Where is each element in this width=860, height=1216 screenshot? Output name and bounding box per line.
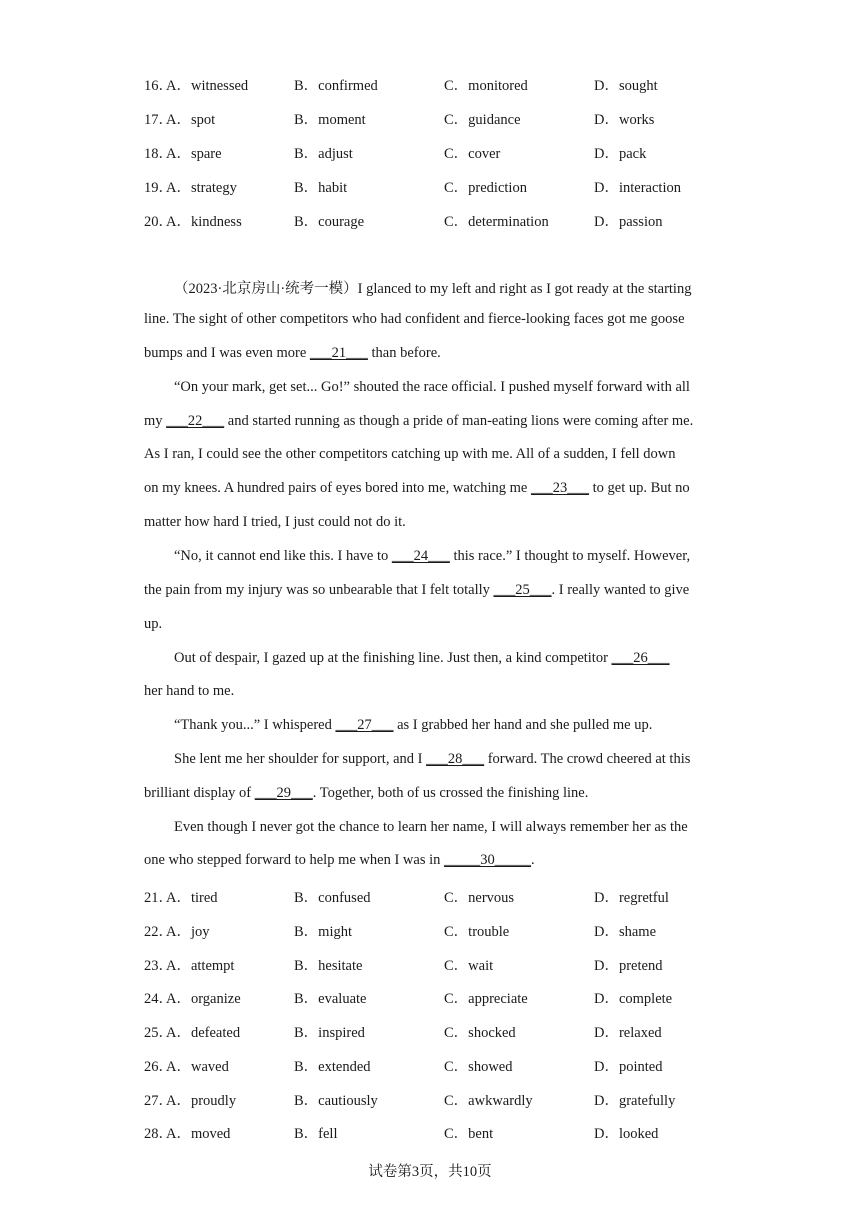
passage-line: Out of despair, I gazed up at the finishing line. Just then, a kind competitor ___26___	[174, 650, 670, 666]
passage-line: “No, it cannot end like this. I have to ___24___ this race.” I thought to myself. However,	[174, 548, 691, 564]
option-d: D．pack	[594, 146, 647, 162]
question-options-28	[144, 1122, 764, 1144]
option-d: D．interaction	[594, 180, 681, 196]
question-number: 17．	[144, 112, 173, 128]
passage-line: the pain from my injury was so unbearable that I felt totally ___25___. I really wanted to give	[144, 582, 690, 598]
blank-22: ___22___	[166, 413, 225, 429]
question-options-26	[144, 1055, 764, 1077]
question-options-18	[144, 142, 764, 164]
passage-line: She lent me her shoulder for support, and I ___28___ forward. The crowd cheered at this	[174, 751, 691, 767]
question-number: 22．	[144, 924, 173, 940]
question-options-22	[144, 920, 764, 942]
passage-line: up.	[144, 616, 163, 632]
passage-line: matter how hard I tried, I just could not do it.	[144, 514, 406, 530]
option-d: D．passion	[594, 214, 663, 230]
passage-line: her hand to me.	[144, 683, 235, 699]
passage-line: （2023·北京房山·统考一模）I glanced to my left and right as I got ready at the starting	[174, 281, 692, 297]
question-options-23	[144, 954, 764, 976]
page-footer: 试卷第3页，共10页	[368, 1164, 492, 1180]
option-c: C．shocked	[444, 1025, 516, 1041]
option-a: A．witnessed	[166, 78, 249, 94]
option-c: C．guidance	[444, 112, 521, 128]
option-b: B．cautiously	[294, 1093, 378, 1109]
option-b: B．evaluate	[294, 991, 367, 1007]
passage-line: Even though I never got the chance to learn her name, I will always remember her as the	[174, 819, 688, 835]
option-b: B．confused	[294, 890, 371, 906]
option-d: D．gratefully	[594, 1093, 676, 1109]
blank-25: ___25___	[493, 582, 552, 598]
option-d: D．works	[594, 112, 655, 128]
option-b: B．adjust	[294, 146, 353, 162]
question-options-16	[144, 74, 764, 96]
option-b: B．confirmed	[294, 78, 378, 94]
option-a: A．defeated	[166, 1025, 241, 1041]
passage-line: my ___22___ and started running as though a pride of man-eating lions were coming after me.	[144, 413, 694, 429]
option-b: B．moment	[294, 112, 366, 128]
passage-line: bumps and I was even more ___21___ than before.	[144, 345, 441, 361]
question-number: 28．	[144, 1126, 173, 1142]
option-a: A．kindness	[166, 214, 242, 230]
question-number: 19．	[144, 180, 173, 196]
option-c: C．appreciate	[444, 991, 528, 1007]
option-c: C．bent	[444, 1126, 494, 1142]
question-options-19	[144, 176, 764, 198]
blank-26: ___26___	[611, 650, 670, 666]
option-a: A．joy	[166, 924, 210, 940]
question-number: 24．	[144, 991, 173, 1007]
option-a: A．proudly	[166, 1093, 237, 1109]
question-options-25	[144, 1021, 764, 1043]
option-c: C．showed	[444, 1059, 513, 1075]
option-c: C．trouble	[444, 924, 510, 940]
question-number: 26．	[144, 1059, 173, 1075]
question-options-21	[144, 886, 764, 908]
question-number: 23．	[144, 958, 173, 974]
blank-27: ___27___	[335, 717, 394, 733]
option-d: D．looked	[594, 1126, 659, 1142]
option-a: A．attempt	[166, 958, 235, 974]
question-options-24	[144, 987, 764, 1009]
passage-line: “On your mark, get set... Go!” shouted the race official. I pushed myself forward with all	[174, 379, 690, 395]
option-a: A．organize	[166, 991, 241, 1007]
option-b: B．might	[294, 924, 353, 940]
question-number: 27．	[144, 1093, 173, 1109]
option-b: B．fell	[294, 1126, 338, 1142]
question-number: 25．	[144, 1025, 173, 1041]
option-b: B．hesitate	[294, 958, 363, 974]
option-c: C．cover	[444, 146, 501, 162]
question-options-27	[144, 1089, 764, 1111]
option-a: A．tired	[166, 890, 218, 906]
blank-23: ___23___	[530, 480, 589, 496]
option-a: A．spare	[166, 146, 222, 162]
option-b: B．extended	[294, 1059, 371, 1075]
option-d: D．complete	[594, 991, 673, 1007]
option-a: A．strategy	[166, 180, 237, 196]
passage-line: brilliant display of ___29___. Together, both of us crossed the finishing line.	[144, 785, 589, 801]
passage-line: As I ran, I could see the other competitors catching up with me. All of a sudden, I fell down	[144, 446, 676, 462]
question-number: 20．	[144, 214, 173, 230]
question-options-20	[144, 210, 764, 232]
blank-30: _____30_____	[444, 852, 531, 868]
option-d: D．pointed	[594, 1059, 663, 1075]
option-c: C．monitored	[444, 78, 528, 94]
question-number: 21．	[144, 890, 173, 906]
passage-line: line. The sight of other competitors who had confident and fierce-looking faces got me goose	[144, 311, 685, 327]
option-c: C．nervous	[444, 890, 515, 906]
option-d: D．shame	[594, 924, 657, 940]
option-b: B．habit	[294, 180, 348, 196]
passage-line: one who stepped forward to help me when I was in _____30_____.	[144, 852, 535, 868]
option-d: D．pretend	[594, 958, 663, 974]
option-d: D．relaxed	[594, 1025, 662, 1041]
option-b: B．inspired	[294, 1025, 365, 1041]
option-d: D．regretful	[594, 890, 669, 906]
option-c: C．determination	[444, 214, 549, 230]
question-options-17	[144, 108, 764, 130]
question-number: 16．	[144, 78, 173, 94]
blank-24: ___24___	[391, 548, 450, 564]
passage-line: on my knees. A hundred pairs of eyes bored into me, watching me ___23___ to get up. But no	[144, 480, 690, 496]
option-b: B．courage	[294, 214, 365, 230]
blank-29: ___29___	[254, 785, 313, 801]
blank-28: ___28___	[426, 751, 485, 767]
option-d: D．sought	[594, 78, 658, 94]
option-a: A．moved	[166, 1126, 231, 1142]
question-number: 18．	[144, 146, 173, 162]
passage-line: “Thank you...” I whispered ___27___ as I grabbed her hand and she pulled me up.	[174, 717, 653, 733]
option-a: A．waved	[166, 1059, 229, 1075]
option-a: A．spot	[166, 112, 216, 128]
option-c: C．awkwardly	[444, 1093, 533, 1109]
option-c: C．prediction	[444, 180, 527, 196]
option-c: C．wait	[444, 958, 494, 974]
blank-21: ___21___	[309, 345, 368, 361]
